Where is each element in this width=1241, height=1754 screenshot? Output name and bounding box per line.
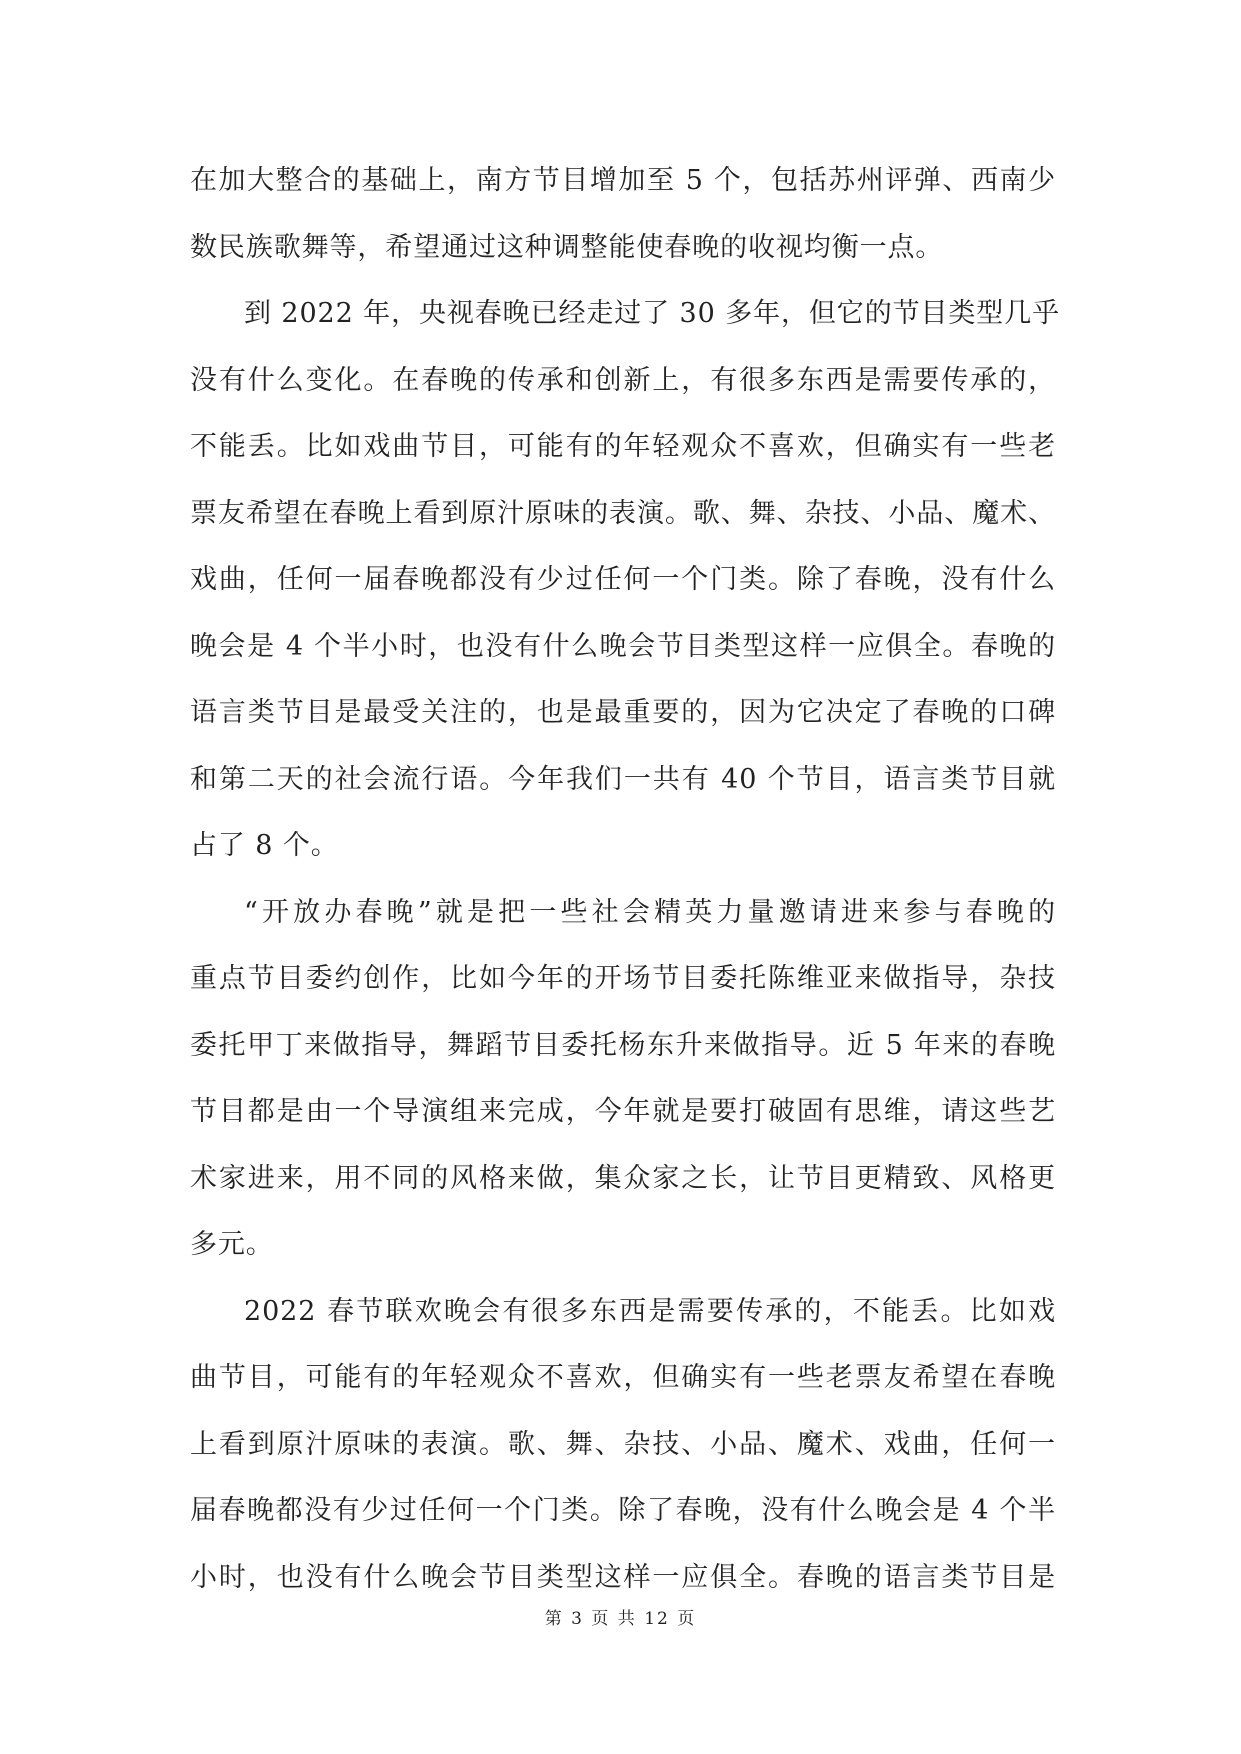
text-line: 小时，也没有什么晚会节目类型这样一应俱全。春晚的语言类节目是 [190,1561,1056,1593]
text-line: 语言类节目是最受关注的，也是最重要的，因为它决定了春晚的口碑 [190,697,1056,728]
text-line: 在加大整合的基础上，南方节目增加至 5 个，包括苏州评弹、西南少 [190,165,1056,196]
text-line: 上看到原汁原味的表演。歌、舞、杂技、小品、魔术、戏曲，任何一 [190,1428,1056,1460]
text-line: 晚会是 4 个半小时，也没有什么晚会节目类型这样一应俱全。春晚的 [190,630,1056,662]
text-line: 节目都是由一个导演组来完成，今年就是要打破固有思维，请这些艺 [190,1096,1056,1127]
text-line: 票友希望在春晚上看到原汁原味的表演。歌、舞、杂技、小品、魔术、 [190,497,1056,529]
text-line: 委托甲丁来做指导，舞蹈节目委托杨东升来做指导。近 5 年来的春晚 [190,1029,1056,1061]
text-line: 占了 8 个。 [190,830,339,861]
text-line: 多元。 [190,1229,274,1260]
text-line: 戏曲，任何一届春晚都没有少过任何一个门类。除了春晚，没有什么 [190,564,1056,595]
page-number-footer: 第 3 页 共 12 页 [544,1609,697,1629]
text-line: 没有什么变化。在春晚的传承和创新上，有很多东西是需要传承的， [190,364,1056,396]
document-body [190,148,1060,1611]
text-line: 届春晚都没有少过任何一个门类。除了春晚，没有什么晚会是 4 个半 [190,1495,1056,1526]
text-line: 数民族歌舞等，希望通过这种调整能使春晚的收视均衡一点。 [190,231,944,263]
text-line: 2022 春节联欢晚会有很多东西是需要传承的，不能丢。比如戏 [244,1295,1056,1327]
text-line: 不能丢。比如戏曲节目，可能有的年轻观众不喜欢，但确实有一些老 [190,431,1056,462]
text-line: “开放办春晚”就是把一些社会精英力量邀请进来参与春晚的 [244,896,1056,928]
text-line: 和第二天的社会流行语。今年我们一共有 40 个节目，语言类节目就 [190,763,1056,795]
text-line: 重点节目委约创作，比如今年的开场节目委托陈维亚来做指导，杂技 [190,963,1056,994]
text-line: 曲节目，可能有的年轻观众不喜欢，但确实有一些老票友希望在春晚 [190,1362,1056,1393]
text-line: 术家进来，用不同的风格来做，集众家之长，让节目更精致、风格更 [190,1162,1056,1194]
text-line: 到 2022 年，央视春晚已经走过了 30 多年，但它的节目类型几乎 [244,298,1060,329]
